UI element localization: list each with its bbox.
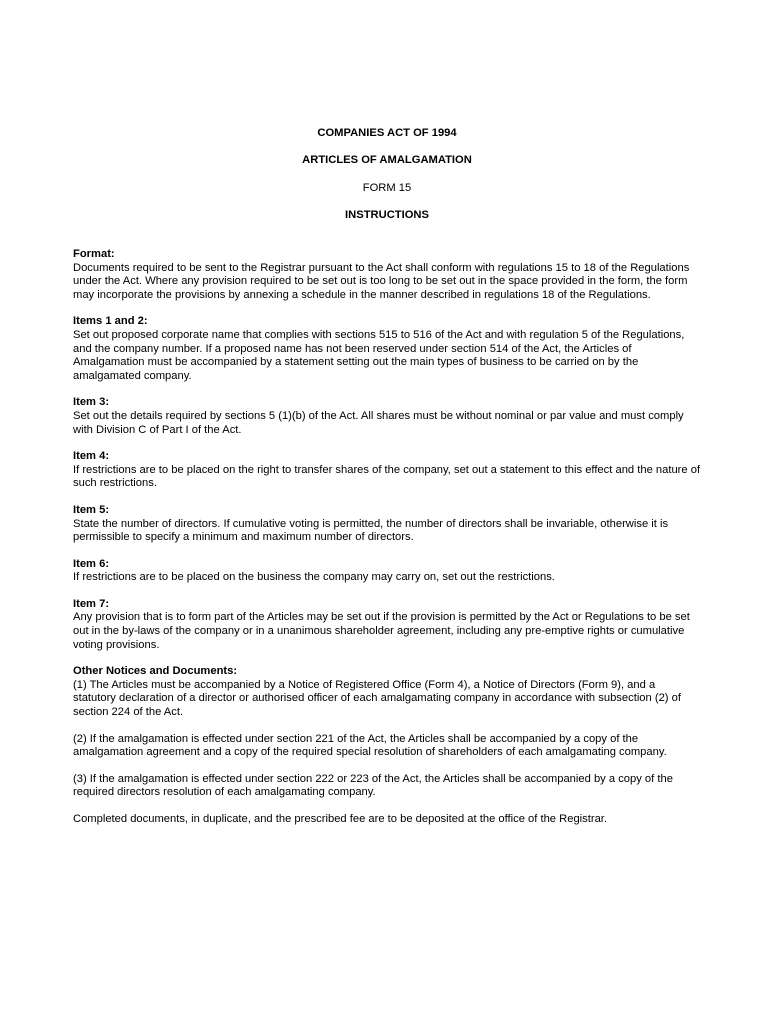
section-body: If restrictions are to be placed on the right to transfer shares of the company, set out a statement to this effect and the nature of such restrictions. bbox=[73, 463, 701, 490]
section-body: Set out proposed corporate name that complies with sections 515 to 516 of the Act and with regulation 5 of the Regulations, and the company number. If a proposed name has not been reserved under section 514 of the Act, the Articles of Amalgamation must be accompanied by a statement setting out the main types of business to be carried on by the amalgamated company. bbox=[73, 328, 685, 382]
section-item-5 bbox=[73, 504, 701, 545]
section-heading: Format: bbox=[73, 248, 115, 260]
section-heading: Item 7: bbox=[73, 597, 110, 610]
instructions-title: INSTRUCTIONS bbox=[345, 209, 429, 221]
section-body: Any provision that is to form part of the Articles may be set out if the provision is permitted by the Act or Regulations to be set out in the by-laws of the company or in a unanimous shareholder agreement, including any pre-emptive rights or cumulative voting provisions. bbox=[73, 611, 690, 651]
section-body: State the number of directors. If cumulative voting is permitted, the number of directors shall be invariable, otherwise it is permissible to specify a minimum and maximum number of directors. bbox=[73, 517, 669, 544]
section-item-6 bbox=[73, 558, 701, 585]
form-number: FORM 15 bbox=[362, 182, 412, 194]
document-page bbox=[73, 126, 701, 840]
section-heading: Item 3: bbox=[73, 396, 110, 409]
act-title: COMPANIES ACT OF 1994 bbox=[317, 127, 457, 139]
document-title: ARTICLES OF AMALGAMATION bbox=[302, 154, 472, 166]
section-item-3 bbox=[73, 396, 701, 437]
paragraph-completed-documents: Completed documents, in duplicate, and the prescribed fee are to be deposited at the office of the Registrar. bbox=[73, 813, 608, 825]
section-heading: Item 4: bbox=[73, 450, 110, 463]
section-body: If restrictions are to be placed on the business the company may carry on, set out the restrictions. bbox=[73, 571, 555, 584]
paragraph-note-2: (2) If the amalgamation is effected under section 221 of the Act, the Articles shall be accompanied by a copy of the amalgamation agreement and a copy of the required special resolution of shareholders of each amalgamating company. bbox=[73, 732, 667, 759]
paragraph-note-3: (3) If the amalgamation is effected under section 222 or 223 of the Act, the Articles shall be accompanied by a copy of the required directors resolution of each amalgamating company. bbox=[73, 772, 673, 799]
section-item-4 bbox=[73, 450, 701, 491]
section-body: Documents required to be sent to the Registrar pursuant to the Act shall conform with regulations 15 to 18 of the Regulations under the Act. Where any provision required to be set out is too long to be set out in the space provided in the form, the form may incorporate the provisions by annexing a schedule in the manner described in regulations 18 of the Regulations. bbox=[73, 261, 690, 301]
section-format bbox=[73, 248, 701, 302]
section-heading: Item 5: bbox=[73, 503, 110, 516]
section-heading: Items 1 and 2: bbox=[73, 315, 148, 328]
section-heading: Other Notices and Documents: bbox=[73, 665, 238, 678]
section-other-notices bbox=[73, 665, 701, 719]
section-body: (1) The Articles must be accompanied by a Notice of Registered Office (Form 4), a Notice of Directors (Form 9), and a statutory declaration of a director or authorised officer of each amalgamating company in accordance with subsection (2) of section 224 of the Act. bbox=[73, 678, 681, 719]
section-heading: Item 6: bbox=[73, 557, 110, 570]
section-items-1-2 bbox=[73, 315, 701, 383]
section-item-7 bbox=[73, 598, 701, 652]
section-body: Set out the details required by sections 5 (1)(b) of the Act. All shares must be without nominal or par value and must comply with Division C of Part I of the Act. bbox=[73, 409, 684, 436]
